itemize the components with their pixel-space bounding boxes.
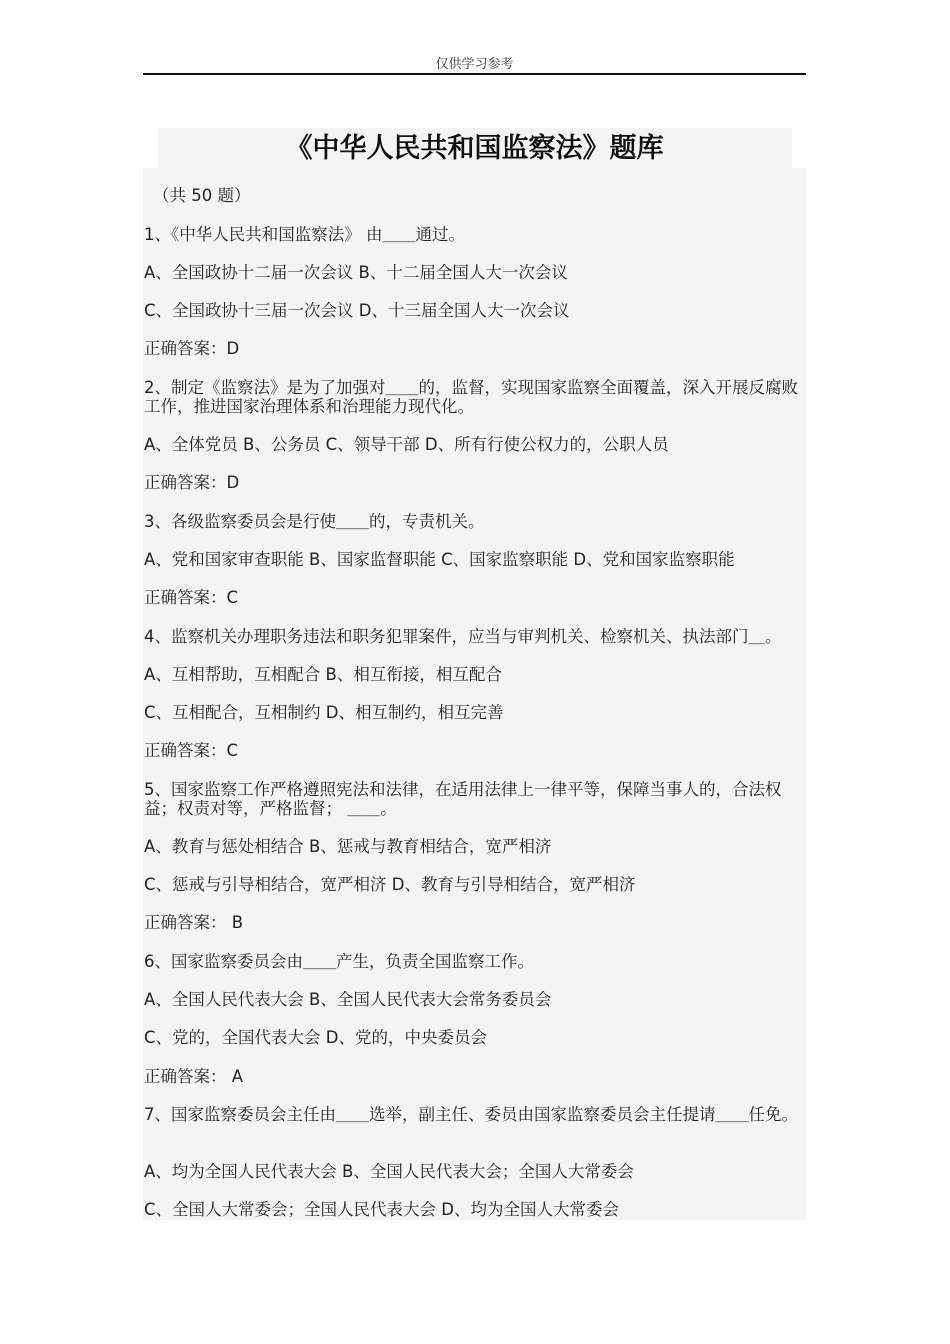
question-1-options-ab: A、全国政协十二届一次会议 B、十二届全国人大一次会议: [144, 263, 568, 282]
document-title: 《中华人民共和国监察法》题库: [285, 133, 664, 164]
question-7: 7、国家监察委员会主任由＿＿选举，副主任、委员由国家监察委员会主任提请＿＿任免。: [144, 1105, 798, 1124]
question-3-options: A、党和国家审查职能 B、国家监督职能 C、国家监察职能 D、党和国家监察职能: [144, 550, 735, 569]
question-7-options-ab: A、均为全国人民代表大会 B、全国人民代表大会；全国人大常委会: [144, 1162, 634, 1181]
question-3-answer: 正确答案：C: [144, 588, 239, 607]
question-4: 4、监察机关办理职务违法和职务犯罪案件，应当与审判机关、检察机关、执法部门＿。: [144, 627, 782, 646]
question-4-options-ab: A、互相帮助，互相配合 B、相互衔接，相互配合: [144, 665, 502, 684]
question-6: 6、国家监察委员会由＿＿产生，负责全国监察工作。: [144, 952, 534, 971]
question-1-options-cd: C、全国政协十三届一次会议 D、十三届全国人大一次会议: [144, 301, 570, 320]
question-5-answer: 正确答案： B: [144, 913, 244, 932]
question-4-answer: 正确答案：C: [144, 741, 239, 760]
question-4-options-cd: C、互相配合，互相制约 D、相互制约，相互完善: [144, 703, 504, 722]
question-6-answer: 正确答案： A: [144, 1067, 244, 1086]
question-6-options-cd: C、党的，全国代表大会 D、党的，中央委员会: [144, 1028, 487, 1047]
question-7-options-cd: C、全国人大常委会；全国人民代表大会 D、均为全国人大常委会: [144, 1200, 619, 1219]
question-1: 1、《中华人民共和国监察法》 由＿＿通过。: [144, 225, 465, 244]
question-1-answer: 正确答案：D: [144, 339, 240, 358]
page-header: 仅供学习参考: [435, 57, 514, 72]
question-3: 3、各级监察委员会是行使＿＿的，专责机关。: [144, 512, 485, 531]
question-2-options: A、全体党员 B、公务员 C、领导干部 D、所有行使公权力的，公职人员: [144, 435, 669, 454]
question-2: 2、制定《监察法》是为了加强对＿＿的，监督，实现国家监察全面覆盖，深入开展反腐败工作，推进国家治理体系和治理能力现代化。: [144, 378, 798, 416]
question-6-options-ab: A、全国人民代表大会 B、全国人民代表大会常务委员会: [144, 990, 552, 1009]
question-5-options-ab: A、教育与惩处相结合 B、惩戒与教育相结合，宽严相济: [144, 837, 552, 856]
question-5: 5、国家监察工作严格遵照宪法和法律，在适用法律上一律平等，保障当事人的，合法权益；权责对等，严格监督； ＿＿。: [144, 780, 782, 818]
question-count: （共 50 题）: [153, 186, 251, 205]
question-5-options-cd: C、惩戒与引导相结合，宽严相济 D、教育与引导相结合，宽严相济: [144, 875, 636, 894]
content-area: [143, 168, 806, 1220]
question-2-answer: 正确答案：D: [144, 473, 240, 492]
header-divider: [143, 73, 806, 75]
